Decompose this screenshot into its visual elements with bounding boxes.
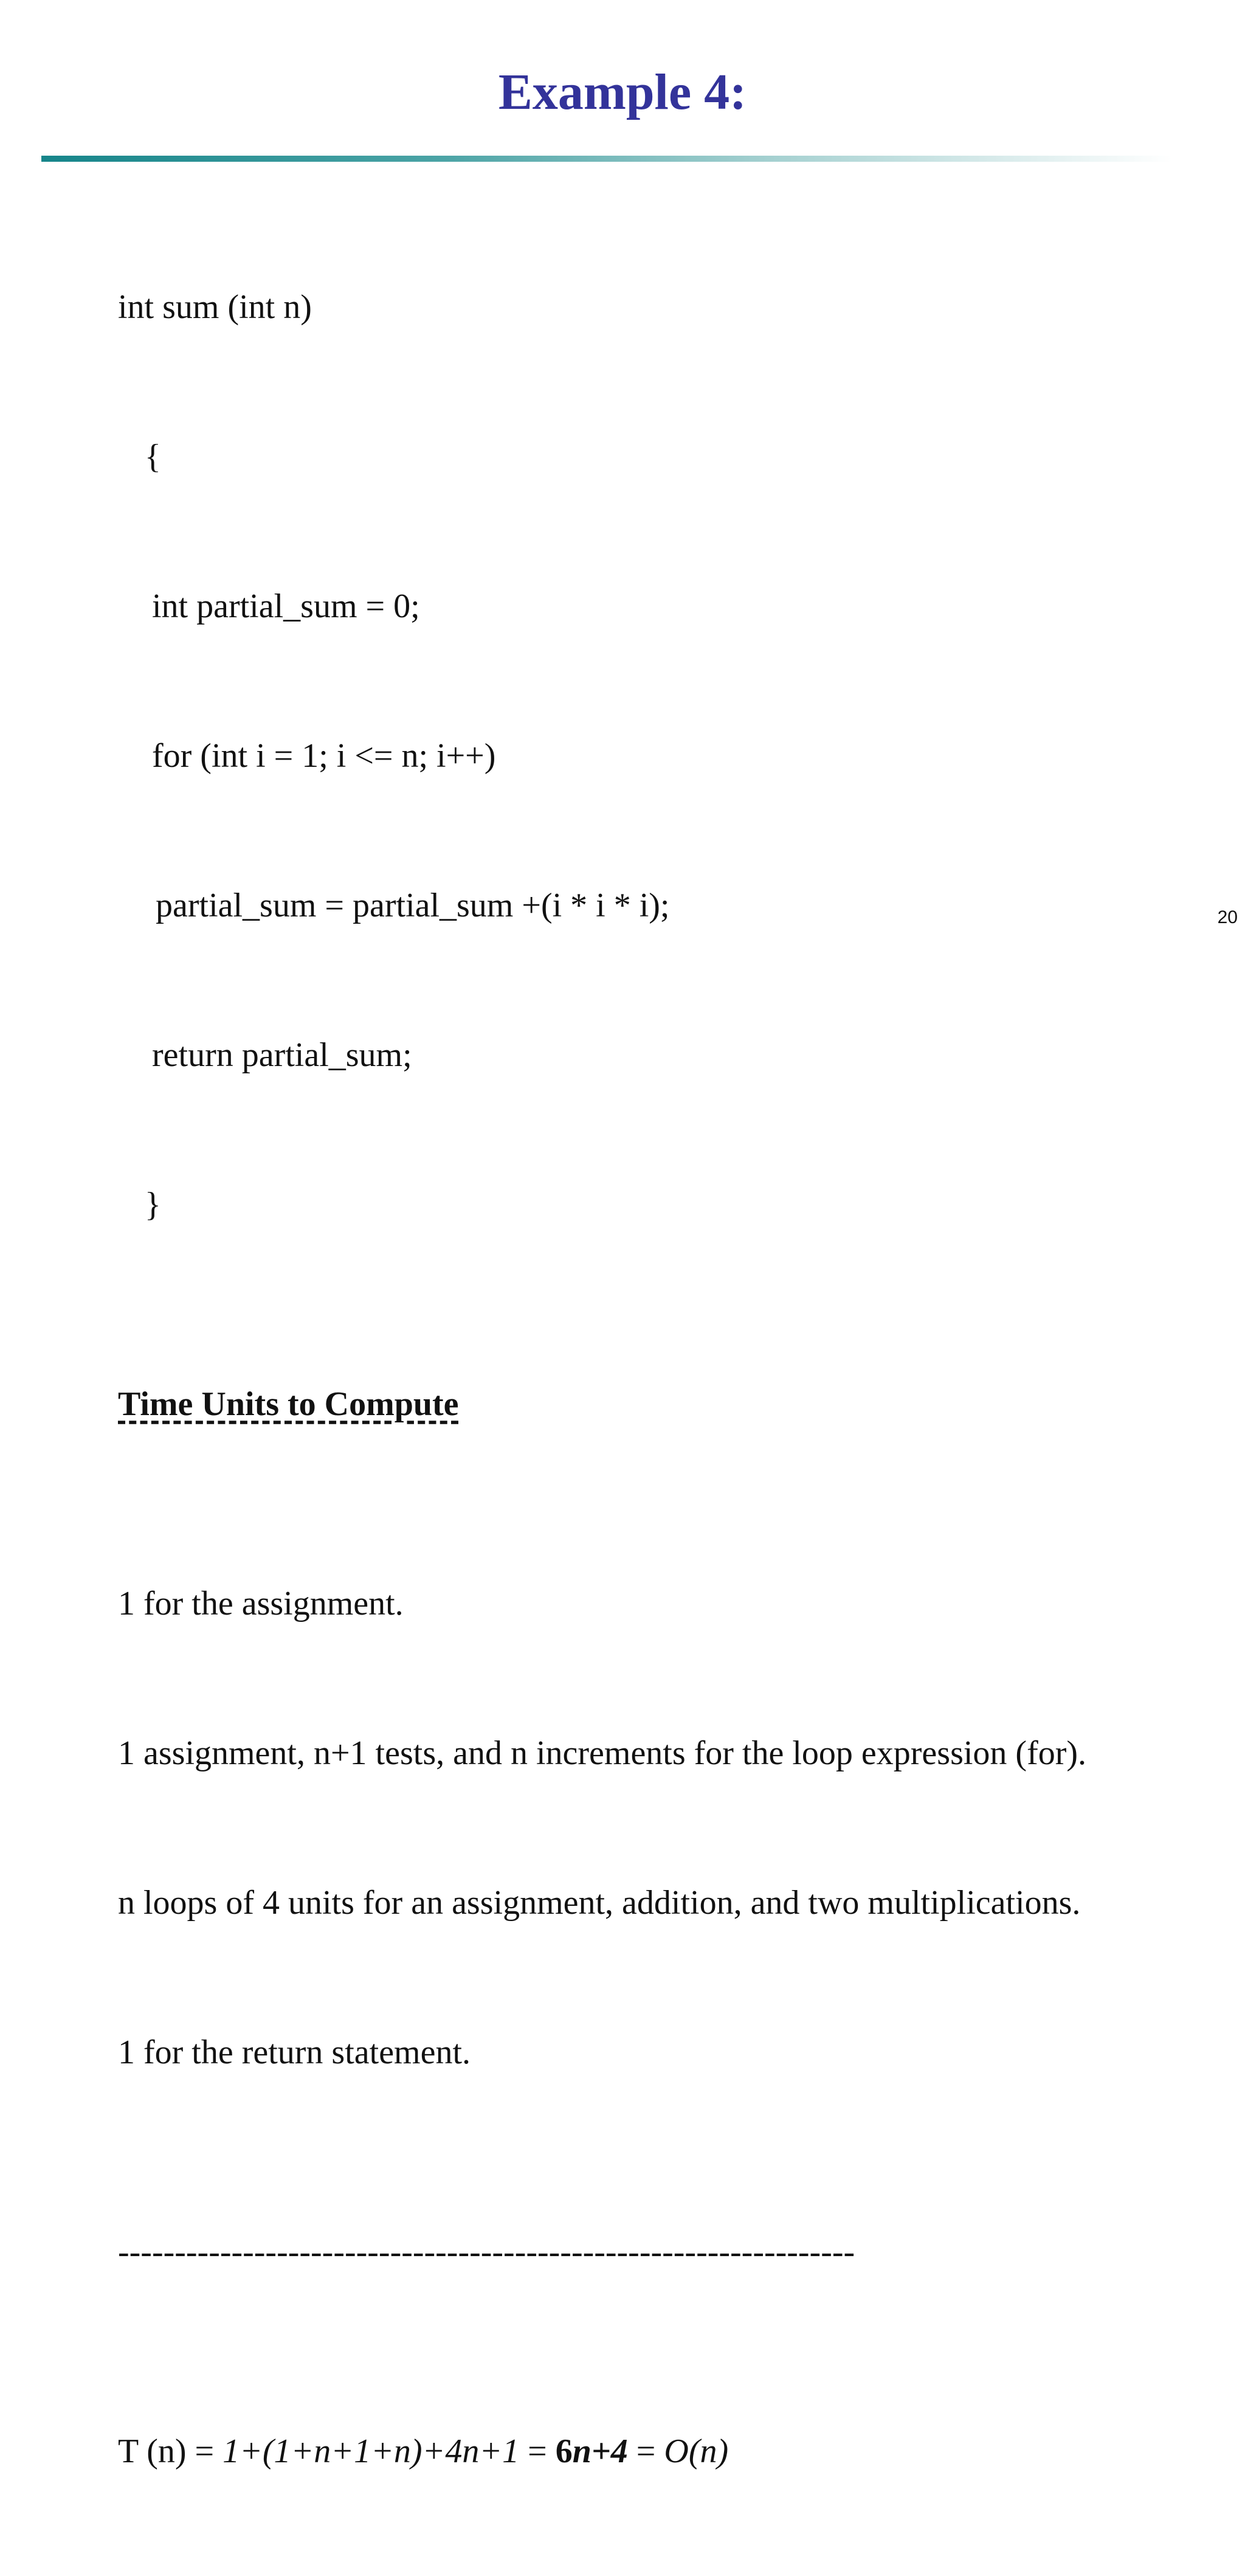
result-prefix: T (n) = xyxy=(118,2432,223,2470)
explanation-line: n loops of 4 units for an assignment, addition, and two multiplications. xyxy=(118,1884,1081,1922)
section-heading: Time Units to Compute xyxy=(118,1385,459,1423)
slide-title: Example 4: xyxy=(498,64,747,120)
result-equals-1: = xyxy=(519,2432,556,2470)
code-line-return: return partial_sum; xyxy=(152,1036,412,1074)
explanation-line: 1 assignment, n+1 tests, and n increments for the loop expression (for). xyxy=(118,1734,1087,1772)
result-big-o: O(n) xyxy=(664,2432,729,2470)
code-line-accumulate: partial_sum = partial_sum +(i * i * i); xyxy=(156,887,670,924)
result-tail: +4 xyxy=(591,2432,628,2470)
separator-line: ----------------------------------------------------------------- xyxy=(118,2233,855,2271)
result-formula xyxy=(118,2426,1200,2476)
explanation-line: 1 for the return statement. xyxy=(118,2034,471,2071)
slide-body xyxy=(118,182,1200,2576)
result-var: n xyxy=(572,2432,591,2470)
result-coef: 6 xyxy=(555,2432,573,2470)
explanation-line: 1 for the assignment. xyxy=(118,1585,404,1622)
code-line-signature: int sum (int n) xyxy=(118,288,312,326)
section-heading-row xyxy=(118,1379,1200,1429)
result-equals-2: = xyxy=(627,2432,664,2470)
code-line-close-brace: } xyxy=(145,1186,161,1224)
code-line-open-brace: { xyxy=(145,438,161,476)
code-line-init: int partial_sum = 0; xyxy=(152,587,420,625)
page-number: 20 xyxy=(1217,907,1238,927)
result-expansion: 1+(1+n+1+n)+4n+1 xyxy=(222,2432,520,2470)
title-divider xyxy=(41,156,1172,162)
code-line-for: for (int i = 1; i <= n; i++) xyxy=(152,737,496,775)
